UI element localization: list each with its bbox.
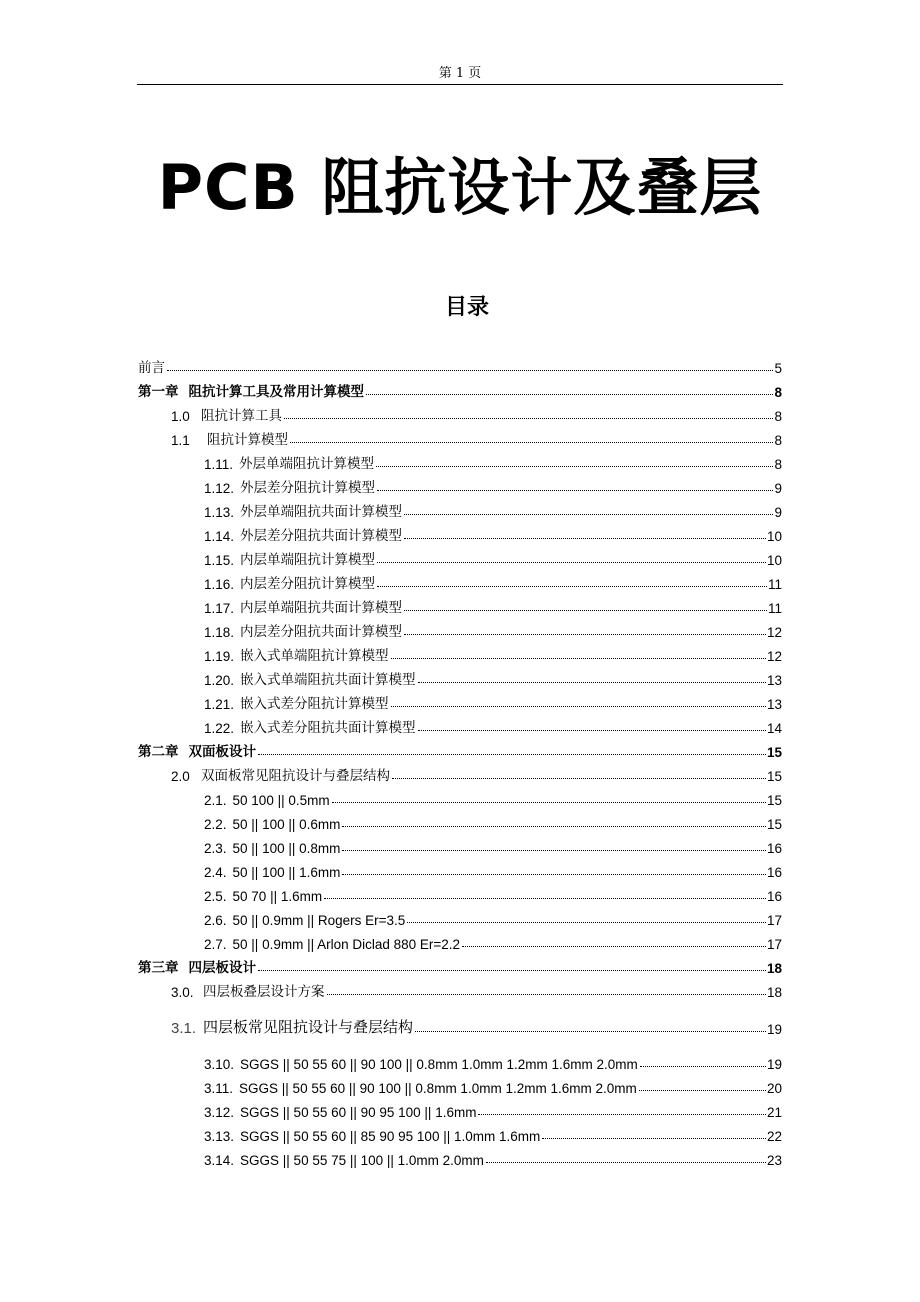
toc-entry-label: 内层单端阻抗共面计算模型 — [240, 600, 403, 615]
toc-entry[interactable] — [138, 738, 782, 760]
toc-entry-number: 1.19. — [204, 649, 235, 664]
toc-entry[interactable] — [204, 1050, 782, 1072]
toc-entry-label: 外层单端阻抗计算模型 — [239, 456, 375, 471]
toc-dot-leader — [640, 1066, 766, 1067]
toc-entry-page: 15 — [766, 793, 782, 808]
toc-entry-label: SGGS || 50 55 75 || 100 || 1.0mm 2.0mm — [240, 1153, 484, 1168]
toc-dot-leader — [342, 826, 766, 827]
toc-entry[interactable] — [138, 354, 782, 376]
toc-dot-leader — [391, 706, 766, 707]
toc-entry-number: 1.0 — [171, 409, 190, 424]
toc-entry-label: 50 || 0.9mm || Arlon Diclad 880 Er=2.2 — [232, 937, 461, 952]
toc-entry-page: 8 — [774, 385, 782, 400]
toc-dot-leader — [324, 898, 766, 899]
toc-dot-leader — [167, 370, 773, 371]
toc-entry-number: 3.11. — [204, 1081, 234, 1096]
toc-heading: 目录 — [444, 295, 489, 320]
toc-entry-page: 9 — [774, 481, 782, 496]
toc-entry-label: SGGS || 50 55 60 || 90 95 100 || 1.6mm — [240, 1105, 477, 1120]
toc-entry-page: 15 — [766, 769, 782, 784]
toc-entry[interactable] — [171, 978, 782, 1000]
toc-entry-label: 50 || 0.9mm || Rogers Er=3.5 — [232, 913, 406, 928]
document-title: PCB 阻抗设计及叠层 — [157, 151, 763, 224]
toc-entry[interactable] — [204, 666, 782, 688]
toc-dot-leader — [290, 442, 773, 443]
toc-entry-page: 16 — [766, 889, 782, 904]
toc-entry-label: 50 || 100 || 0.8mm — [232, 841, 341, 856]
toc-dot-leader — [284, 418, 773, 419]
toc-dot-leader — [404, 610, 767, 611]
toc-entry-page: 12 — [766, 625, 782, 640]
toc-entry[interactable] — [171, 1015, 782, 1037]
toc-entry[interactable] — [204, 1074, 782, 1096]
toc-entry-label: 外层单端阻抗共面计算模型 — [240, 504, 403, 519]
toc-entry[interactable] — [204, 882, 782, 904]
toc-entry-number: 3.12. — [204, 1105, 235, 1120]
toc-entry-page: 12 — [766, 649, 782, 664]
toc-entry-page: 15 — [766, 817, 782, 832]
toc-entry-number: 1.14. — [204, 529, 235, 544]
toc-entry-page: 13 — [766, 697, 782, 712]
toc-entry-label: 阻抗计算模型 — [207, 432, 288, 447]
toc-entry-label: SGGS || 50 55 60 || 85 90 95 100 || 1.0mm 1.6mm — [240, 1129, 541, 1144]
toc-entry-label: 50 || 100 || 0.6mm — [232, 817, 341, 832]
toc-entry-label: 阻抗计算工具及常用计算模型 — [188, 384, 364, 399]
toc-entry-number: 1.20. — [204, 673, 235, 688]
toc-dot-leader — [486, 1162, 766, 1163]
toc-dot-leader — [366, 394, 773, 395]
toc-dot-leader — [376, 466, 773, 467]
toc-entry-number: 1.15. — [204, 553, 235, 568]
toc-entry[interactable] — [204, 906, 782, 928]
toc-dot-leader — [407, 922, 766, 923]
toc-dot-leader — [404, 538, 766, 539]
toc-entry[interactable] — [204, 1146, 782, 1168]
toc-entry-number: 1.16. — [204, 577, 235, 592]
toc-entry-number: 第一章 — [138, 384, 179, 399]
toc-entry-page: 8 — [774, 433, 782, 448]
toc-entry-number: 3.1. — [171, 1020, 197, 1037]
toc-entry-label: SGGS || 50 55 60 || 90 100 || 0.8mm 1.0mm 1.2mm 1.6mm 2.0mm — [240, 1057, 638, 1072]
toc-entry[interactable] — [204, 450, 782, 472]
toc-entry-label: 外层差分阻抗共面计算模型 — [240, 528, 403, 543]
toc-entry-number: 2.7. — [204, 937, 227, 952]
toc-dot-leader — [342, 850, 766, 851]
toc-entry-label: 嵌入式单端阻抗计算模型 — [240, 648, 389, 663]
toc-entry-number: 2.2. — [204, 817, 227, 832]
toc-dot-leader — [342, 874, 766, 875]
toc-entry[interactable] — [204, 570, 782, 592]
toc-entry[interactable] — [204, 786, 782, 808]
toc-entry-page: 14 — [766, 721, 782, 736]
toc-dot-leader — [478, 1114, 766, 1115]
toc-entry[interactable] — [204, 642, 782, 664]
toc-entry[interactable] — [204, 474, 782, 496]
toc-entry-label: 四层板设计 — [188, 960, 256, 975]
toc-entry-label: 四层板叠层设计方案 — [203, 984, 325, 999]
toc-entry-page: 8 — [774, 457, 782, 472]
toc-entry-page: 19 — [766, 1057, 782, 1072]
toc-entry-label: 50 70 || 1.6mm — [232, 889, 323, 904]
toc-entry-label: 嵌入式差分阻抗计算模型 — [240, 696, 389, 711]
toc-dot-leader — [542, 1138, 766, 1139]
toc-entry-number: 3.0. — [171, 985, 194, 1000]
toc-entry-page: 22 — [766, 1129, 782, 1144]
toc-entry-number: 1.21. — [204, 697, 235, 712]
toc-entry[interactable] — [204, 594, 782, 616]
toc-entry-page: 20 — [766, 1081, 782, 1096]
toc-dot-leader — [639, 1090, 766, 1091]
toc-entry[interactable] — [171, 402, 782, 424]
toc-dot-leader — [377, 562, 766, 563]
toc-dot-leader — [377, 586, 767, 587]
toc-entry-page: 9 — [774, 505, 782, 520]
toc-entry-label: 双面板设计 — [188, 744, 256, 759]
toc-entry-number: 1.13. — [204, 505, 235, 520]
toc-entry-page: 15 — [766, 745, 782, 760]
toc-entry-number: 1.17. — [204, 601, 235, 616]
toc-entry-page: 18 — [766, 961, 782, 976]
toc-entry-number: 1.11. — [204, 457, 234, 472]
toc-entry[interactable] — [204, 714, 782, 736]
toc-entry-page: 19 — [766, 1022, 782, 1037]
toc-entry-page: 13 — [766, 673, 782, 688]
toc-entry[interactable] — [204, 834, 782, 856]
toc-entry-number: 2.4. — [204, 865, 227, 880]
toc-entry-number: 2.0 — [171, 769, 190, 784]
toc-dot-leader — [258, 754, 766, 755]
toc-entry-label: 前言 — [138, 360, 165, 375]
toc-entry[interactable] — [204, 522, 782, 544]
toc-entry-label: 外层差分阻抗计算模型 — [240, 480, 376, 495]
toc-entry-page: 16 — [766, 865, 782, 880]
toc-entry-label: 双面板常见阻抗设计与叠层结构 — [201, 768, 390, 783]
toc-entry-label: 内层差分阻抗计算模型 — [240, 576, 376, 591]
toc-entry-number: 2.6. — [204, 913, 227, 928]
toc-dot-leader — [391, 658, 766, 659]
toc-entry[interactable] — [204, 690, 782, 712]
toc-dot-leader — [462, 946, 766, 947]
toc-dot-leader — [415, 1031, 766, 1032]
toc-entry[interactable] — [204, 1098, 782, 1120]
toc-entry-label: 50 || 100 || 1.6mm — [232, 865, 341, 880]
toc-entry-page: 16 — [766, 841, 782, 856]
toc-dot-leader — [332, 802, 766, 803]
toc-entry-number: 第三章 — [138, 960, 179, 975]
toc-entry-number: 1.18. — [204, 625, 235, 640]
toc-entry[interactable] — [138, 954, 782, 976]
toc-entry-page: 23 — [766, 1153, 782, 1168]
page-header: 第 1 页 — [438, 66, 482, 81]
toc-entry-label: 内层单端阻抗计算模型 — [240, 552, 376, 567]
toc-dot-leader — [327, 994, 766, 995]
toc-entry-number: 3.13. — [204, 1129, 235, 1144]
toc-entry-label: 嵌入式单端阻抗共面计算模型 — [240, 672, 416, 687]
toc-entry-page: 5 — [774, 361, 782, 376]
toc-entry-label: 四层板常见阻抗设计与叠层结构 — [203, 1019, 414, 1036]
toc-entry-page: 21 — [766, 1105, 782, 1120]
header-rule — [137, 84, 783, 85]
toc-dot-leader — [377, 490, 773, 491]
toc-entry-number: 2.3. — [204, 841, 227, 856]
toc-entry-page: 10 — [766, 529, 782, 544]
toc-entry-page: 11 — [767, 577, 782, 592]
toc-entry-number: 1.22. — [204, 721, 235, 736]
toc-dot-leader — [418, 730, 766, 731]
toc-entry-page: 17 — [766, 937, 782, 952]
toc-entry[interactable] — [138, 378, 782, 400]
toc-entry-label: 内层差分阻抗共面计算模型 — [240, 624, 403, 639]
toc-entry-label: 50 100 || 0.5mm — [232, 793, 330, 808]
toc-entry-page: 8 — [774, 409, 782, 424]
toc-entry[interactable] — [204, 858, 782, 880]
toc-entry[interactable] — [204, 930, 782, 952]
toc-entry-number: 1.1 — [171, 433, 190, 448]
toc-entry-page: 10 — [766, 553, 782, 568]
toc-entry-number: 3.10. — [204, 1057, 235, 1072]
toc-dot-leader — [418, 682, 766, 683]
toc-dot-leader — [404, 514, 773, 515]
toc-entry-number: 1.12. — [204, 481, 235, 496]
toc-entry-page: 17 — [766, 913, 782, 928]
toc-entry-number: 2.5. — [204, 889, 227, 904]
toc-dot-leader — [404, 634, 766, 635]
toc-entry-number: 3.14. — [204, 1153, 235, 1168]
toc-entry-page: 11 — [767, 601, 782, 616]
toc-entry[interactable] — [204, 498, 782, 520]
toc-entry-number: 2.1. — [204, 793, 227, 808]
toc-dot-leader — [258, 970, 766, 971]
toc-entry[interactable] — [204, 1122, 782, 1144]
toc-entry[interactable] — [204, 810, 782, 832]
toc-entry[interactable] — [204, 618, 782, 640]
toc-entry-label: SGGS || 50 55 60 || 90 100 || 0.8mm 1.0mm 1.2mm 1.6mm 2.0mm — [239, 1081, 637, 1096]
toc-entry[interactable] — [204, 546, 782, 568]
toc-entry-label: 嵌入式差分阻抗共面计算模型 — [240, 720, 416, 735]
toc-entry-label: 阻抗计算工具 — [201, 408, 282, 423]
toc-entry[interactable] — [171, 762, 782, 784]
toc-entry-page: 18 — [766, 985, 782, 1000]
toc-entry-number: 第二章 — [138, 744, 179, 759]
toc-entry[interactable] — [171, 426, 782, 448]
toc-dot-leader — [392, 778, 766, 779]
